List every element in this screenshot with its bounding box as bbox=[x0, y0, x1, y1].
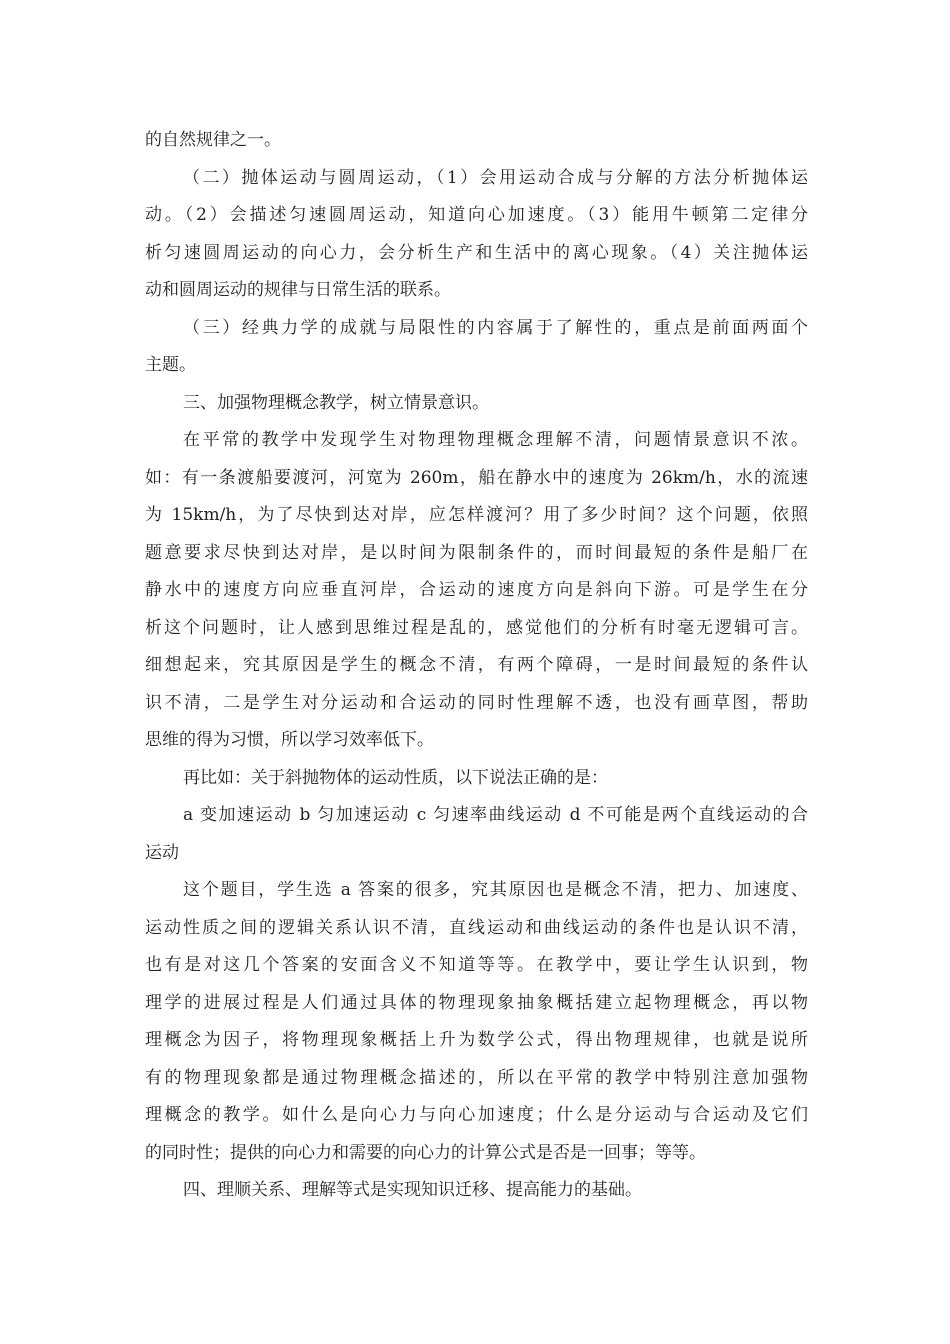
text-line: 四、理顺关系、理解等式是实现知识迁移、提高能力的基础。 bbox=[183, 1180, 642, 1200]
text-line: （三）经典力学的成就与局限性的内容属于了解性的，重点是前面两面个 bbox=[183, 317, 808, 338]
text-line: 思维的得为习惯，所以学习效率低下。 bbox=[145, 730, 434, 750]
text-line: 动。（2）会描述匀速圆周运动，知道向心加速度。（3）能用牛顿第二定律分 bbox=[145, 205, 808, 225]
text-line: a 变加速运动 b 匀加速运动 c 匀速率曲线运动 d 不可能是两个直线运动的合 bbox=[183, 805, 808, 825]
text-line: 再比如：关于斜抛物体的运动性质，以下说法正确的是： bbox=[183, 767, 608, 788]
text-line: 题意要求尽快到达对岸，是以时间为限制条件的，而时间最短的条件是船厂在 bbox=[145, 542, 808, 563]
text-line: 析匀速圆周运动的向心力，会分析生产和生活中的离心现象。（4）关注抛体运 bbox=[145, 242, 808, 263]
text-line: 理概念的教学。如什么是向心力与向心加速度；什么是分运动与合运动及它们 bbox=[145, 1105, 808, 1125]
text-line: 的同时性；提供的向心力和需要的向心力的计算公式是否是一回事；等等。 bbox=[145, 1142, 706, 1163]
text-line: （二）抛体运动与圆周运动，（1）会用运动合成与分解的方法分析抛体运 bbox=[183, 167, 808, 188]
text-line: 运动 bbox=[145, 842, 179, 863]
text-line: 为 15km/h，为了尽快到达对岸，应怎样渡河？用了多少时间？这个问题，依照 bbox=[145, 505, 808, 525]
text-line: 识不清，二是学生对分运动和合运动的同时性理解不透，也没有画草图，帮助 bbox=[145, 692, 808, 713]
text-line: 运动性质之间的逻辑关系认识不清，直线运动和曲线运动的条件也是认识不清， bbox=[145, 917, 808, 938]
text-line: 细想起来，究其原因是学生的概念不清，有两个障碍，一是时间最短的条件认 bbox=[145, 655, 808, 675]
text-line: 主题。 bbox=[145, 355, 196, 375]
text-line: 静水中的速度方向应垂直河岸，合运动的速度方向是斜向下游。可是学生在分 bbox=[145, 580, 808, 600]
text-line: 也有是对这几个答案的安面含义不知道等等。在教学中，要让学生认识到，物 bbox=[145, 955, 808, 975]
text-line: 的自然规律之一。 bbox=[145, 130, 281, 150]
text-line: 这个题目，学生选 a 答案的很多，究其原因也是概念不清，把力、加速度、 bbox=[183, 880, 808, 900]
text-line: 有的物理现象都是通过物理概念描述的，所以在平常的教学中特别注意加强物 bbox=[145, 1067, 808, 1088]
text-line: 析这个问题时，让人感到思维过程是乱的，感觉他们的分析有时毫无逻辑可言。 bbox=[145, 617, 808, 638]
text-line: 理概念为因子，将物理现象概括上升为数学公式，得出物理规律，也就是说所 bbox=[145, 1030, 808, 1050]
text-line: 如：有一条渡船要渡河，河宽为 260m，船在静水中的速度为 26km/h，水的流速 bbox=[145, 467, 808, 488]
text-line: 动和圆周运动的规律与日常生活的联系。 bbox=[145, 280, 451, 300]
text-line: 三、加强物理概念教学，树立情景意识。 bbox=[183, 392, 489, 413]
document-body bbox=[145, 122, 808, 1210]
text-line: 在平常的教学中发现学生对物理物理概念理解不清，问题情景意识不浓。 bbox=[183, 430, 808, 450]
text-line: 理学的进展过程是人们通过具体的物理现象抽象概括建立起物理概念，再以物 bbox=[145, 992, 808, 1013]
